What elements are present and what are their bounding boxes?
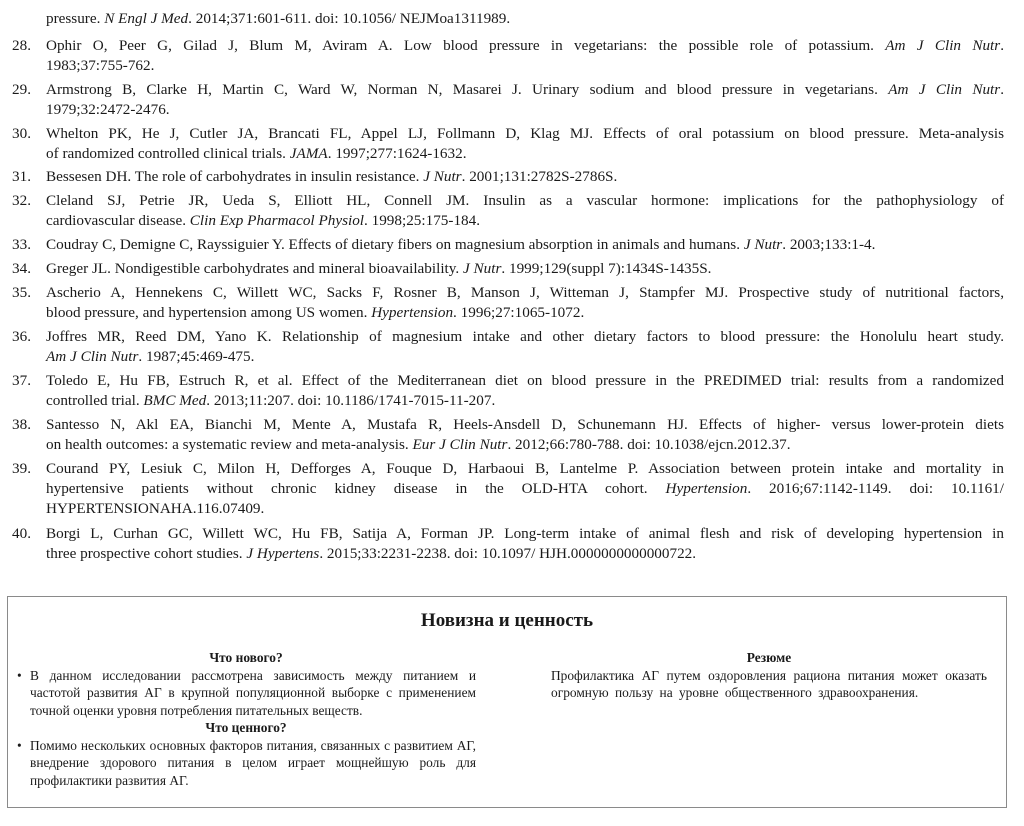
reference-number: 29. xyxy=(12,81,31,98)
reference-line: Bessesen DH. The role of carbohydrates in insulin resistance. J Nutr. 2001;131:2782S-2786S. xyxy=(46,168,618,185)
journal-name: Am J Clin Nutr xyxy=(46,348,139,365)
bullet-icon: • xyxy=(17,737,22,753)
reference-line: three prospective cohort studies. J Hypertens. 2015;33:2231-2238. doi: 10.1097/ HJH.0000000000000722. xyxy=(46,545,697,562)
reference-number: 32. xyxy=(12,192,31,209)
journal-name: J Hypertens xyxy=(246,545,320,562)
reference-line: Santesso N, Akl EA, Bianchi M, Mente A, Mustafa R, Heels-Ansdell D, Schunemann HJ. Effects of higher- versus lower-protein diets xyxy=(46,416,1004,433)
reference-number: 31. xyxy=(12,168,31,185)
reference-text xyxy=(46,415,1004,455)
reference-text xyxy=(46,36,1004,76)
bullet-icon: • xyxy=(17,667,22,683)
reference-number: 30. xyxy=(12,125,31,142)
reference-number: 40. xyxy=(12,525,31,542)
left-column xyxy=(16,649,476,789)
reference-line: Greger JL. Nondigestible carbohydrates and mineral bioavailability. J Nutr. 1999;129(suppl 7):1434S-1435S. xyxy=(46,260,712,277)
reference-line: blood pressure, and hypertension among US women. Hypertension. 1996;27:1065-1072. xyxy=(46,304,585,321)
journal-name: Hypertension xyxy=(371,304,454,321)
reference-number: 35. xyxy=(12,284,31,301)
reference-text xyxy=(46,167,1004,187)
journal-name: J Nutr xyxy=(462,260,502,277)
reference-line: 1983;37:755-762. xyxy=(46,57,155,74)
reference-text xyxy=(46,283,1004,323)
reference-line: 1979;32:2472-2476. xyxy=(46,101,170,118)
reference-number: 36. xyxy=(12,328,31,345)
reference-line: Whelton PK, He J, Cutler JA, Brancati FL, Appel LJ, Follmann D, Klag MJ. Effects of oral potassium on blood pressure. Meta-analysis xyxy=(46,125,1004,142)
reference-number: 34. xyxy=(12,260,31,277)
journal-name: Am J Clin Nutr xyxy=(885,37,1001,54)
resume-heading: Резюме xyxy=(746,650,792,665)
reference-text xyxy=(46,371,1004,411)
reference-text xyxy=(46,327,1004,367)
reference-line: Cleland SJ, Petrie JR, Ueda S, Elliott HL, Connell JM. Insulin as a vascular hormone: implications for the pathophysiology of xyxy=(46,192,1004,209)
reference-number: 33. xyxy=(12,236,31,253)
whats-new-bullet xyxy=(16,667,476,720)
reference-line: on health outcomes: a systematic review and meta-analysis. Eur J Clin Nutr. 2012;66:780-788. doi: 10.1038/ejcn.2012.37. xyxy=(46,436,791,453)
box-title: Новизна и ценность xyxy=(420,610,594,631)
reference-line: Ophir O, Peer G, Gilad J, Blum M, Aviram A. Low blood pressure in vegetarians: the possible role of potassium. Am J Clin Nutr. xyxy=(46,37,1004,54)
journal-name: JAMA xyxy=(289,145,328,162)
whats-valuable-text: Помимо нескольких основных факторов питания, связанных с развитием АГ, внедрение здорового питания в целом играет мощнейшую роль для профилактики развития АГ. xyxy=(30,737,476,788)
reference-number: 39. xyxy=(12,460,31,477)
whats-valuable-heading: Что ценного? xyxy=(205,720,287,735)
reference-line: controlled trial. BMC Med. 2013;11:207. doi: 10.1186/1741-7015-11-207. xyxy=(46,392,496,409)
reference-text xyxy=(46,235,1004,255)
reference-line: Ascherio A, Hennekens C, Willett WC, Sacks F, Rosner B, Manson J, Witteman J, Stampfer MJ. Prospective study of nutritional factors, xyxy=(46,284,1004,301)
journal-name: BMC Med xyxy=(143,392,207,409)
reference-text xyxy=(46,524,1004,564)
journal-name: Am J Clin Nutr xyxy=(888,81,1001,98)
reference-line: of randomized controlled clinical trials. JAMA. 1997;277:1624-1632. xyxy=(46,145,467,162)
reference-line: Coudray C, Demigne C, Rayssiguier Y. Effects of dietary fibers on magnesium absorption in animals and humans. J Nutr. 2003;133:1-4. xyxy=(46,236,876,253)
reference-line: Am J Clin Nutr. 1987;45:469-475. xyxy=(46,348,255,365)
journal-name: J Nutr xyxy=(743,236,783,253)
reference-number: 38. xyxy=(12,416,31,433)
reference-continuation: pressure. N Engl J Med. 2014;371:601-611. doi: 10.1056/ NEJMoa1311989. xyxy=(46,10,511,27)
reference-text xyxy=(46,259,1004,279)
whats-new-text: В данном исследовании рассмотрена зависимость между питанием и частотой развития АГ в крупной популяционной выборке с применением точной оценки уровня потребления питательных веществ. xyxy=(30,667,476,718)
reference-line: cardiovascular disease. Clin Exp Pharmacol Physiol. 1998;25:175-184. xyxy=(46,212,481,229)
reference-text xyxy=(46,459,1004,519)
reference-line: Toledo E, Hu FB, Estruch R, et al. Effect of the Mediterranean diet on blood pressure in the PREDIMED trial: results from a randomized xyxy=(46,372,1004,389)
right-column xyxy=(551,649,987,702)
reference-number: 37. xyxy=(12,372,31,389)
reference-number: 28. xyxy=(12,37,31,54)
reference-line: Borgi L, Curhan GC, Willett WC, Hu FB, Satija A, Forman JP. Long-term intake of animal flesh and risk of developing hypertension in xyxy=(46,525,1004,542)
reference-line: Joffres MR, Reed DM, Yano K. Relationship of magnesium intake and other dietary factors to blood pressure: the Honolulu heart study. xyxy=(46,328,1004,345)
reference-text xyxy=(46,191,1004,231)
reference-line: Armstrong B, Clarke H, Martin C, Ward W, Norman N, Masarei J. Urinary sodium and blood pressure in vegetarians. Am J Clin Nutr. xyxy=(46,81,1004,98)
whats-new-heading: Что нового? xyxy=(209,650,283,665)
reference-line: HYPERTENSIONAHA.116.07409. xyxy=(46,500,265,517)
resume-text: Профилактика АГ путем оздоровления рациона питания может оказать огромную пользу на уровне общественного здравоохранения. xyxy=(551,667,987,700)
reference-text xyxy=(46,80,1004,120)
journal-name: Hypertension xyxy=(665,480,748,497)
reference-text xyxy=(46,124,1004,164)
journal-name: N Engl J Med xyxy=(104,10,189,27)
whats-valuable-bullet xyxy=(16,737,476,790)
journal-name: J Nutr xyxy=(423,168,462,185)
reference-line: Courand PY, Lesiuk C, Milon H, Defforges A, Fouque D, Harbaoui B, Lantelme P. Association between protein intake and mortality in xyxy=(46,460,1004,477)
journal-name: Clin Exp Pharmacol Physiol xyxy=(189,212,365,229)
novelty-value-box xyxy=(7,596,1007,808)
journal-name: Eur J Clin Nutr xyxy=(412,436,508,453)
reference-line: hypertensive patients without chronic kidney disease in the OLD-HTA cohort. Hypertension. 2016;67:1142-1149. doi: 10.1161/ xyxy=(46,480,1005,497)
